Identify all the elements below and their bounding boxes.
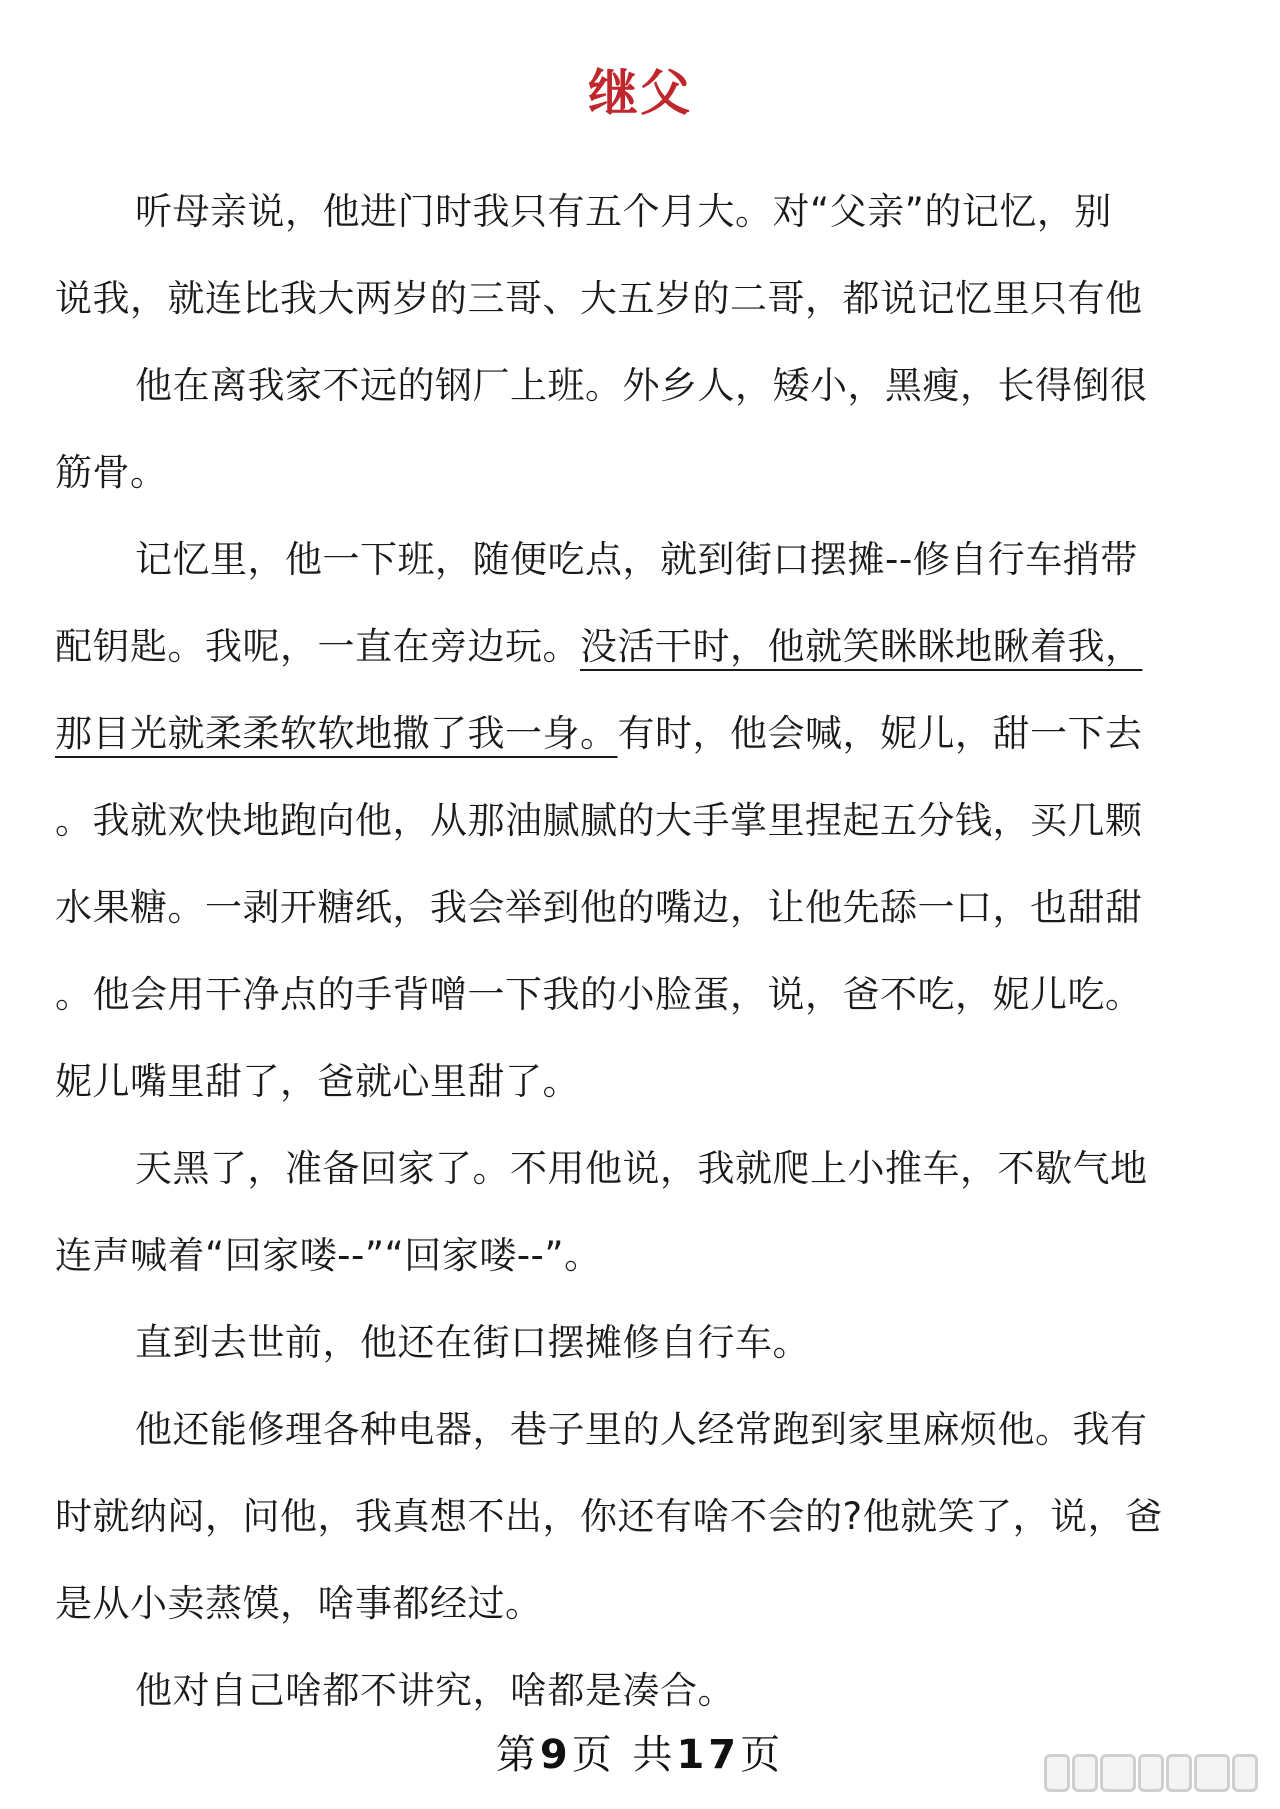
watermark-mark-icon xyxy=(1194,1754,1230,1792)
watermark-mark-icon xyxy=(1232,1754,1258,1792)
line-text: 连声喊着“回家喽--”“回家喽--”。 xyxy=(55,1234,602,1277)
line-text: 他对自己啥都不讲究，啥都是凑合。 xyxy=(135,1669,735,1712)
line-text-after: 有时，他会喊，妮儿，甜一下去 xyxy=(617,712,1143,755)
text-line xyxy=(55,1212,1230,1299)
line-text: 。我就欢快地跑向他，从那油腻腻的大手掌里捏起五分钱，买几颗 xyxy=(55,799,1143,842)
watermark-logo xyxy=(1044,1753,1258,1793)
text-line xyxy=(55,168,1230,255)
line-text: 筋骨。 xyxy=(55,451,168,494)
text-line xyxy=(55,777,1230,864)
line-text: 。他会用干净点的手背噌一下我的小脸蛋，说，爸不吃，妮儿吃。 xyxy=(55,973,1143,1016)
watermark-mark-icon xyxy=(1072,1754,1098,1792)
text-line xyxy=(55,1386,1230,1473)
line-text: 听母亲说，他进门时我只有五个月大。对“父亲”的记忆，别 xyxy=(135,190,1112,233)
line-text: 直到去世前，他还在街口摆摊修自行车。 xyxy=(135,1321,810,1364)
line-text: 他在离我家不远的钢厂上班。外乡人，矮小，黑瘦，长得倒很 xyxy=(135,364,1148,407)
watermark-mark-icon xyxy=(1100,1754,1136,1792)
text-line xyxy=(55,1299,1230,1386)
line-text: 水果糖。一剥开糖纸，我会举到他的嘴边，让他先舔一口，也甜甜 xyxy=(55,886,1143,929)
text-line xyxy=(55,1038,1230,1125)
text-line xyxy=(55,603,1230,690)
underlined-text: 那目光就柔柔软软地撒了我一身。 xyxy=(55,712,618,755)
footer-prefix: 第 xyxy=(495,1732,540,1778)
footer-middle: 页 共 xyxy=(571,1732,677,1778)
line-text: 记忆里，他一下班，随便吃点，就到街口摆摊--修自行车捎带 xyxy=(135,538,1138,581)
watermark-mark-icon xyxy=(1138,1754,1164,1792)
text-line xyxy=(55,951,1230,1038)
text-line xyxy=(55,429,1230,516)
text-line xyxy=(55,1647,1230,1734)
text-line xyxy=(55,1473,1230,1560)
underlined-text: 没活干时，他就笑眯眯地瞅着我， xyxy=(580,625,1143,668)
document-title: 继父 xyxy=(588,64,692,122)
line-text: 时就纳闷，问他，我真想不出，你还有啥不会的?他就笑了，说，爸 xyxy=(55,1495,1163,1538)
watermark-mark-icon xyxy=(1044,1754,1070,1792)
text-line xyxy=(55,690,1230,777)
current-page-number: 9 xyxy=(539,1732,572,1778)
text-line xyxy=(55,255,1230,342)
document-body xyxy=(55,168,1230,1734)
text-line xyxy=(55,516,1230,603)
line-text: 配钥匙。我呢，一直在旁边玩。 xyxy=(55,625,580,668)
line-text: 是从小卖蒸馍，啥事都经过。 xyxy=(55,1582,543,1625)
total-page-number: 17 xyxy=(676,1732,741,1778)
text-line xyxy=(55,1125,1230,1212)
text-line xyxy=(55,864,1230,951)
line-text: 天黑了，准备回家了。不用他说，我就爬上小推车，不歇气地 xyxy=(135,1147,1148,1190)
text-line xyxy=(55,342,1230,429)
line-text: 他还能修理各种电器，巷子里的人经常跑到家里麻烦他。我有 xyxy=(135,1408,1148,1451)
line-text: 妮儿嘴里甜了，爸就心里甜了。 xyxy=(55,1060,580,1103)
line-text: 说我，就连比我大两岁的三哥、大五岁的二哥，都说记忆里只有他 xyxy=(55,277,1143,320)
footer-suffix: 页 xyxy=(740,1732,785,1778)
text-line xyxy=(55,1560,1230,1647)
watermark-mark-icon xyxy=(1166,1754,1192,1792)
